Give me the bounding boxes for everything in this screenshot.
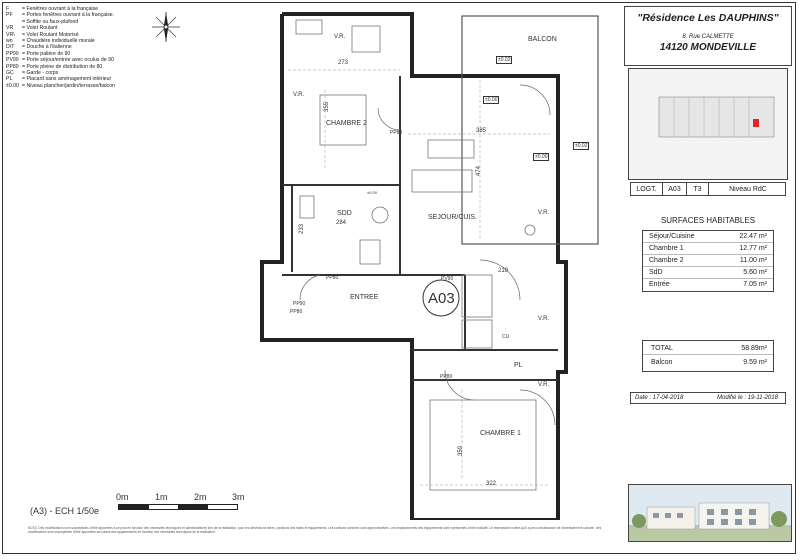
scale-2: 2m — [194, 492, 207, 502]
legend-value: = Garde - corps — [22, 70, 59, 77]
scale-0: 0m — [116, 492, 129, 502]
vr-label: V.R. — [538, 210, 550, 216]
legend-key: ±0.00 — [6, 82, 19, 89]
door-label: PV90 — [441, 276, 454, 282]
room-chambre1: CHAMBRE 1 — [480, 430, 521, 437]
door-label: PP80 — [440, 374, 453, 380]
legend-key: PP90 — [6, 50, 19, 57]
dimension: 385 — [476, 128, 487, 134]
vr-label: V.R. — [538, 382, 550, 388]
logt-value: A03 — [663, 183, 687, 195]
date-created: Date : 17-04-2018 — [635, 395, 684, 401]
level-mark: ±0.00 — [535, 154, 548, 160]
dimension: 355 — [324, 101, 331, 113]
site-plan-icon — [629, 69, 787, 179]
dimension: 219 — [498, 268, 509, 274]
legend-key: VR\ — [6, 31, 15, 38]
scale-1: 1m — [155, 492, 168, 502]
city: 14120 MONDEVILLE — [659, 42, 757, 53]
surface-name: SdD — [649, 269, 663, 276]
surface-value: 12.77 m² — [739, 245, 767, 252]
legend-key: F — [6, 6, 10, 12]
door-label: PP90 — [293, 301, 306, 307]
surfaces-title: SURFACES HABITABLES — [660, 216, 756, 225]
legend-key: D/T — [6, 44, 15, 51]
level-mark: ±0.00 — [485, 97, 498, 103]
legend-key: GC — [6, 70, 14, 77]
scale-bar — [118, 504, 238, 510]
logt-niveau: Niveau RdC — [729, 185, 767, 193]
surface-value: 7.05 m² — [743, 281, 767, 288]
legend-value: = Fenêtres ouvrant à la française — [22, 6, 98, 12]
surface-row — [643, 267, 773, 279]
title-block — [624, 6, 792, 554]
address: 8, Rue CALMETTE — [682, 34, 734, 40]
legend-key: VR — [6, 25, 14, 32]
dimension: 233 — [299, 223, 306, 235]
legend-value: = Portes fenêtres ouvrant à la française. — [22, 12, 115, 19]
legend-key: wo — [6, 38, 13, 45]
surface-row — [643, 279, 773, 291]
legend-value: = Niveau plancher/jardin/terrasse/balcon — [22, 82, 115, 89]
level-mark: ±0.02 — [498, 57, 511, 63]
surface-name: Séjour/Cuisine — [649, 233, 695, 240]
site-plan-thumbnail — [628, 68, 788, 180]
surface-name: Chambre 1 — [649, 245, 684, 252]
surface-value: 5.60 m² — [743, 269, 767, 276]
surface-row — [643, 255, 773, 267]
date-modified: Modifié le : 19-11-2018 — [717, 395, 778, 401]
logt-type: T3 — [687, 183, 709, 195]
legend-value: = Porte palière de 90 — [22, 50, 71, 57]
logt-label: LOGT. — [631, 183, 663, 195]
room-pl: PL — [514, 362, 523, 369]
residence-title: "Résidence Les DAUPHINS" — [637, 12, 779, 24]
scale-caption: (A3) - ECH 1/50e — [30, 506, 100, 516]
total-value: 58.89m² — [741, 345, 767, 352]
surface-row — [643, 243, 773, 255]
door-label: PP80 — [326, 275, 339, 281]
total-row — [643, 343, 773, 355]
balcon-label: Balcon — [651, 359, 673, 366]
vr-label: V.R. — [293, 92, 305, 98]
cu-label: CU — [502, 334, 510, 340]
level-mark: ±0.02 — [575, 143, 588, 149]
dimension: 322 — [486, 481, 497, 487]
surface-value: 11.00 m² — [739, 257, 767, 264]
legend-key: PF — [6, 12, 13, 19]
legend-key: PV90 — [6, 57, 19, 64]
room-entree: ENTREE — [350, 294, 379, 301]
door-label: PP80 — [390, 130, 403, 136]
legend-value: = Volet Roulant — [22, 25, 58, 32]
dimension: 359 — [458, 445, 465, 457]
apartment-number: A03 — [428, 290, 455, 307]
surface-row — [643, 231, 773, 243]
dimension: 284 — [336, 220, 347, 226]
vr-label: V.R. — [538, 316, 550, 322]
logt-row — [630, 182, 786, 196]
room-sdd: SDD — [337, 210, 352, 217]
total-label: TOTAL — [651, 345, 673, 352]
legend-key: PP80 — [6, 63, 19, 70]
room-chambre2: CHAMBRE 2 — [326, 120, 367, 127]
legend-key: PL — [6, 76, 13, 83]
disclaimer-note: NOTA: Des modifications sont susceptibles d'être apportées à ce plan en fonction des nécessités techniques et administratives lors de la réalisation, pour les dimensions libres, positions des baies et équipements. Les surfaces données sont approximatives. Les emplacements des équipements sont représentés à titre indicatif. Le réservataire notera qu'il a pris connaissance de l'avertissement suivant : des modifications sont susceptibles d'être apportées aux plans des appartements en fonction des nécessités techniques de la réalisation. — [28, 526, 602, 535]
building-render-icon — [629, 485, 792, 542]
legend-value: = Porte séjour/entrée avec oculus de 90 — [22, 57, 114, 64]
dates-row — [630, 392, 786, 404]
legend-value: = Porte pleine de distribution de 80 — [22, 63, 103, 70]
dimension: 474 — [476, 165, 483, 177]
total-table — [642, 340, 774, 372]
surfaces-table — [642, 230, 774, 292]
legend-value: = Placard sans aménagement intérieur — [22, 76, 112, 83]
room-sejour: SEJOUR/CUIS. — [428, 214, 478, 221]
door-label: PP80 — [290, 309, 303, 315]
legend-value: = Chaudière individuelle murale — [22, 38, 95, 45]
surface-name: Entrée — [649, 281, 670, 288]
building-render-image — [628, 484, 792, 542]
balcon-row — [643, 357, 773, 369]
balcon-value: 9.59 m² — [743, 359, 767, 366]
legend-value: = Douche à l'italienne — [22, 44, 72, 51]
surface-name: Chambre 2 — [649, 257, 684, 264]
dimension: 273 — [338, 60, 349, 66]
surface-value: 22.47 m² — [739, 233, 767, 240]
level-mark: ±0.00 — [367, 190, 377, 195]
legend-value: = Soffite ou faux-plafond — [22, 18, 79, 25]
scale-3: 3m — [232, 492, 245, 502]
legend-value: = Volet Roulant Motorisé — [22, 31, 79, 38]
room-balcon: BALCON — [528, 36, 557, 43]
vr-label: V.R. — [334, 34, 346, 40]
